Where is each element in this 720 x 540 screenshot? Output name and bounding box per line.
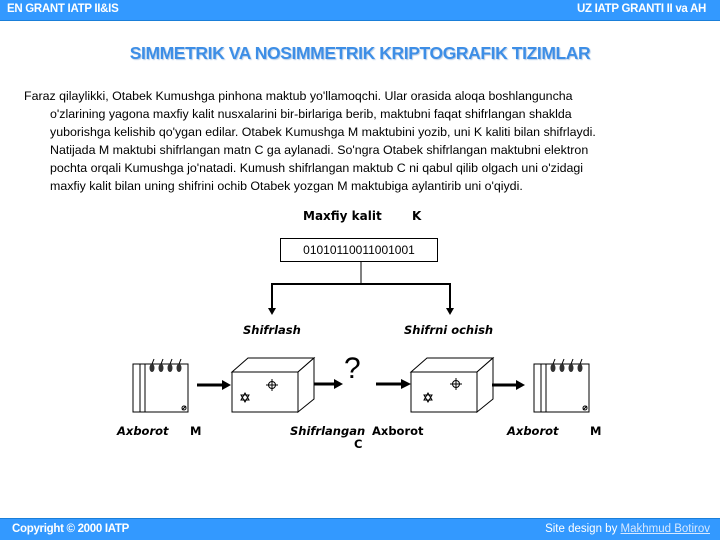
header-left-title: EN GRANT IATP II&IS [7, 3, 119, 15]
decrypt-label: Shifrni ochish [404, 323, 494, 337]
ciphertext-symbol: C [354, 437, 363, 451]
paragraph-line: maxfiy kalit bilan uning shifrini ochib Otabek yozgan M maktubiga aylantirib uni o'qiydi. [50, 179, 523, 193]
paragraph-line: yuborishga kelishib qo'ygan edilar. Otabek Kumushga M maktubini yozib, uni K kaliti bilan shifrlaydi. [50, 125, 596, 139]
ciphertext-label-italic: Shifrlangan [290, 424, 366, 438]
footer-bar [0, 518, 720, 540]
unknown-icon: ? [344, 352, 361, 385]
page-title: SIMMETRIK VA NOSIMMETRIK KRIPTOGRAFIK TIZIMLAR [129, 43, 591, 63]
paragraph-line: pochta orqali Kumushga jo'natadi. Kumush shifrlangan maktub C ni qabul qilib olgach uni o'zidagi [50, 161, 584, 175]
arrow-down-icon [446, 284, 454, 315]
arrow-down-icon [268, 284, 276, 315]
paragraph-line: o'zlarining yagona maxfiy kalit nusxalarini bir-birlariga berib, maktubni faqat shifrlangan shaklda [50, 107, 572, 121]
cipher-box-icon [411, 358, 493, 412]
secret-key-symbol: K [412, 209, 422, 223]
arrow-right-icon [314, 379, 343, 389]
encrypt-label: Shifrlash [243, 323, 301, 337]
right-message-label: Axborot [507, 424, 559, 438]
cipher-box-icon [232, 358, 314, 412]
site-credit [545, 523, 710, 535]
header-right-title: UZ IATP GRANTI II va AH [577, 3, 706, 15]
arrow-right-icon [492, 380, 525, 390]
arrow-right-icon [376, 379, 411, 389]
secret-key-label: Maxfiy kalit [303, 209, 382, 223]
copyright-text: Copyright © 2000 IATP [12, 523, 129, 535]
ciphertext-label: Axborot [372, 424, 424, 438]
designer-link[interactable]: Makhmud Botirov [620, 523, 710, 535]
credit-prefix: Site design by [545, 523, 621, 535]
notepad-icon [534, 359, 589, 412]
paragraph-line: Faraz qilaylikki, Otabek Kumushga pinhona maktub yo'llamoqchi. Ular orasida aloqa boshlanguncha [24, 89, 573, 103]
notepad-icon [133, 359, 188, 412]
right-message-symbol: M [590, 424, 602, 438]
paragraph-line: Natijada M maktubi shifrlangan matn C ga aylanadi. So'ngra Otabek shifrlangan maktubni elektron [50, 143, 589, 157]
arrow-right-icon [197, 380, 231, 390]
secret-key-value: 01010110011001001 [280, 238, 438, 262]
left-message-label: Axborot [117, 424, 169, 438]
left-message-symbol: M [190, 424, 202, 438]
